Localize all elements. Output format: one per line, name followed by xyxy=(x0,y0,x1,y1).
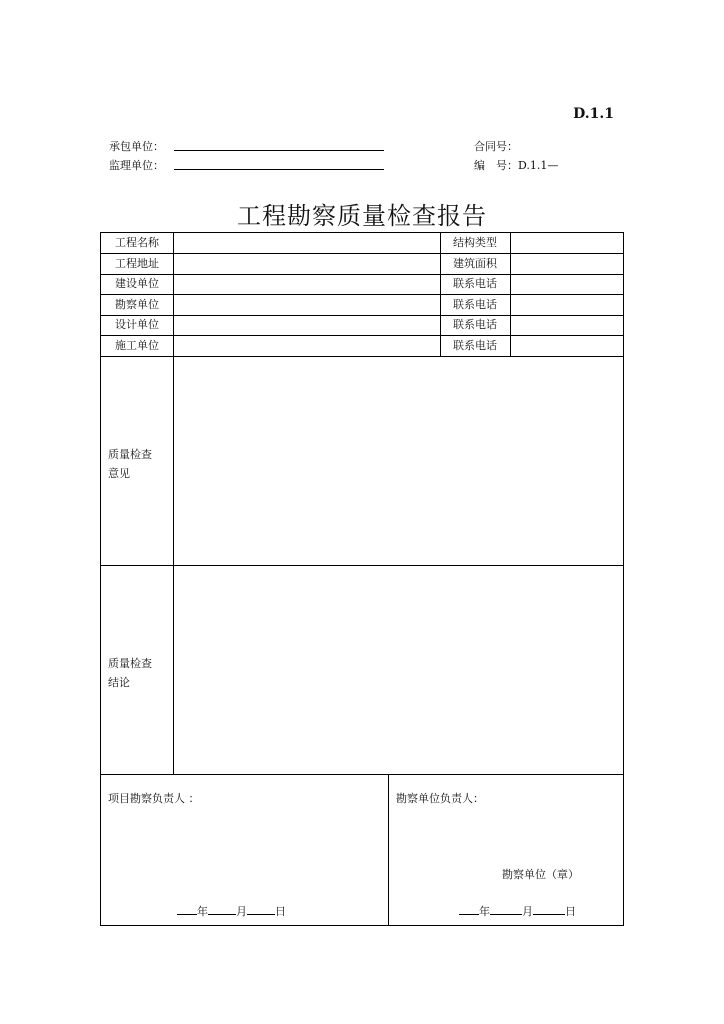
serial-no-label: 编 号：D.1.1— xyxy=(474,159,559,172)
row-divider xyxy=(101,315,623,316)
column-divider xyxy=(510,233,511,356)
year-label: 年 xyxy=(479,905,490,918)
row-divider xyxy=(101,356,623,357)
row-divider xyxy=(101,335,623,336)
project-survey-lead-label: 项目勘察负责人 ： xyxy=(108,792,200,805)
supervisor-label: 监理单位： xyxy=(109,159,164,172)
document-code: D.1.1 xyxy=(573,106,614,122)
column-divider xyxy=(173,233,174,774)
building-area-label: 建筑面积 xyxy=(453,257,497,270)
structure-type-label: 结构类型 xyxy=(453,236,497,249)
survey-unit-seal-label: 勘察单位（章） xyxy=(502,868,579,881)
inspection-opinion-line2: 意见 xyxy=(108,467,130,480)
row-divider xyxy=(101,274,623,275)
report-title: 工程勘察质量检查报告 xyxy=(237,202,487,230)
section-divider xyxy=(101,565,623,566)
row-divider xyxy=(101,294,623,295)
contact-phone-label: 联系电话 xyxy=(453,339,497,352)
month-label: 月 xyxy=(236,905,247,918)
section-divider xyxy=(101,774,623,775)
contractor-underline xyxy=(174,150,384,151)
builder-unit-label: 施工单位 xyxy=(115,339,159,352)
design-unit-label: 设计单位 xyxy=(115,318,159,331)
row-divider xyxy=(101,253,623,254)
contract-no-label: 合同号： xyxy=(474,140,518,153)
inspection-opinion-line1: 质量检查 xyxy=(108,448,152,461)
survey-unit-label: 勘察单位 xyxy=(115,298,159,311)
contact-phone-label: 联系电话 xyxy=(453,318,497,331)
inspection-conclusion-line2: 结论 xyxy=(108,676,130,689)
report-table xyxy=(100,232,624,926)
project-name-label: 工程名称 xyxy=(115,236,159,249)
date-line-right xyxy=(459,903,576,919)
inspection-conclusion-label xyxy=(108,654,152,692)
supervisor-underline xyxy=(174,169,384,170)
survey-unit-lead-label: 勘察单位负责人： xyxy=(396,792,484,805)
inspection-opinion-label xyxy=(108,445,152,483)
month-label: 月 xyxy=(522,905,533,918)
contact-phone-label: 联系电话 xyxy=(453,277,497,290)
column-divider xyxy=(388,774,389,926)
date-line-left xyxy=(177,903,286,919)
contact-phone-label: 联系电话 xyxy=(453,298,497,311)
construction-unit-label: 建设单位 xyxy=(115,277,159,290)
day-label: 日 xyxy=(275,905,286,918)
inspection-conclusion-line1: 质量检查 xyxy=(108,657,152,670)
project-address-label: 工程地址 xyxy=(115,257,159,270)
day-label: 日 xyxy=(565,905,576,918)
year-label: 年 xyxy=(197,905,208,918)
contractor-label: 承包单位： xyxy=(109,140,164,153)
